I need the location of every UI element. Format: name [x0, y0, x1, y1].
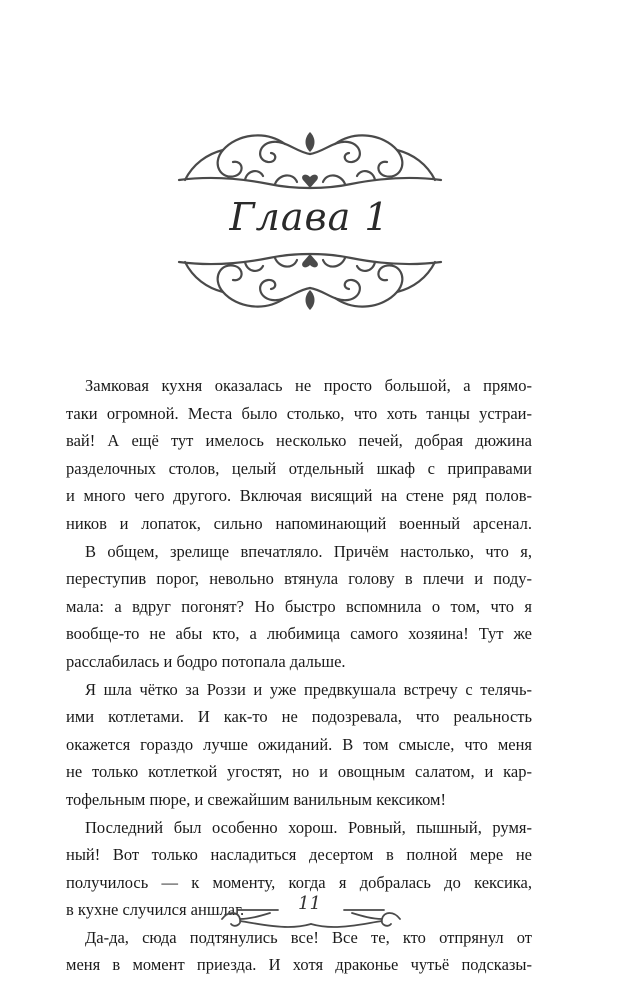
chapter-ornament-bottom	[175, 242, 445, 318]
text-line: тофельным пюре, и свежайшим ванильным кексиком!	[66, 789, 446, 809]
text-line: Да-да, сюда подтянулись все! Все те, кто отпрянул от	[85, 927, 532, 947]
text-line: расслабилась и бодро потопала дальше.	[66, 651, 346, 671]
page-number: 11	[298, 893, 321, 914]
text-line: таки огромной. Места было столько, что хоть танцы устраи-	[66, 403, 532, 423]
text-line: ный! Вот только насладиться десертом в полной мере не	[66, 845, 532, 865]
text-line: Замковая кухня оказалась не просто большой, а прямо-	[85, 376, 532, 395]
paragraph	[66, 676, 532, 814]
text-line: В общем, зрелище впечатляло. Причём настолько, что я,	[85, 541, 532, 561]
text-line: ими котлетами. И как-то не подозревала, что реальность	[66, 707, 532, 727]
text-line: окажется гораздо лучше ожиданий. В том смысле, что меня	[66, 734, 532, 754]
text-line: мала: а вдруг погонят? Но быстро вспомнила о том, что я	[66, 596, 532, 616]
text-line: вообще-то не абы кто, а любимица самого хозяина! Тут же	[66, 624, 532, 644]
text-line: ников и лопаток, сильно напоминающий военный арсенал.	[66, 513, 532, 533]
text-line: Я шла чётко за Роззи и уже предвкушала встречу с телячь-	[85, 679, 532, 699]
chapter-title: Глава 1	[229, 195, 390, 239]
chapter-ornament-top	[175, 124, 445, 200]
text-line: получилось — к моменту, когда я добралась до кексика,	[66, 872, 532, 892]
text-line: не только котлеткой угостят, но и овощным салатом, и кар-	[66, 762, 532, 782]
paragraph	[66, 372, 532, 538]
text-line: вай! А ещё тут имелось несколько печей, добрая дюжина	[66, 431, 532, 451]
body-text	[66, 372, 532, 979]
text-line: и много чего другого. Включая висящий на стене ряд полов-	[66, 486, 532, 506]
paragraph	[66, 538, 532, 676]
text-line: переступив порог, невольно втянула голову в плечи и поду-	[66, 569, 532, 589]
text-line: разделочных столов, целый отдельный шкаф с приправами	[66, 458, 532, 478]
text-line: Последний был особенно хорош. Ровный, пышный, румя-	[85, 817, 532, 837]
text-line: меня в момент приезда. И хотя драконье чутьё подсказы-	[66, 955, 532, 975]
text-line: в кухне случился аншлаг.	[66, 900, 245, 920]
